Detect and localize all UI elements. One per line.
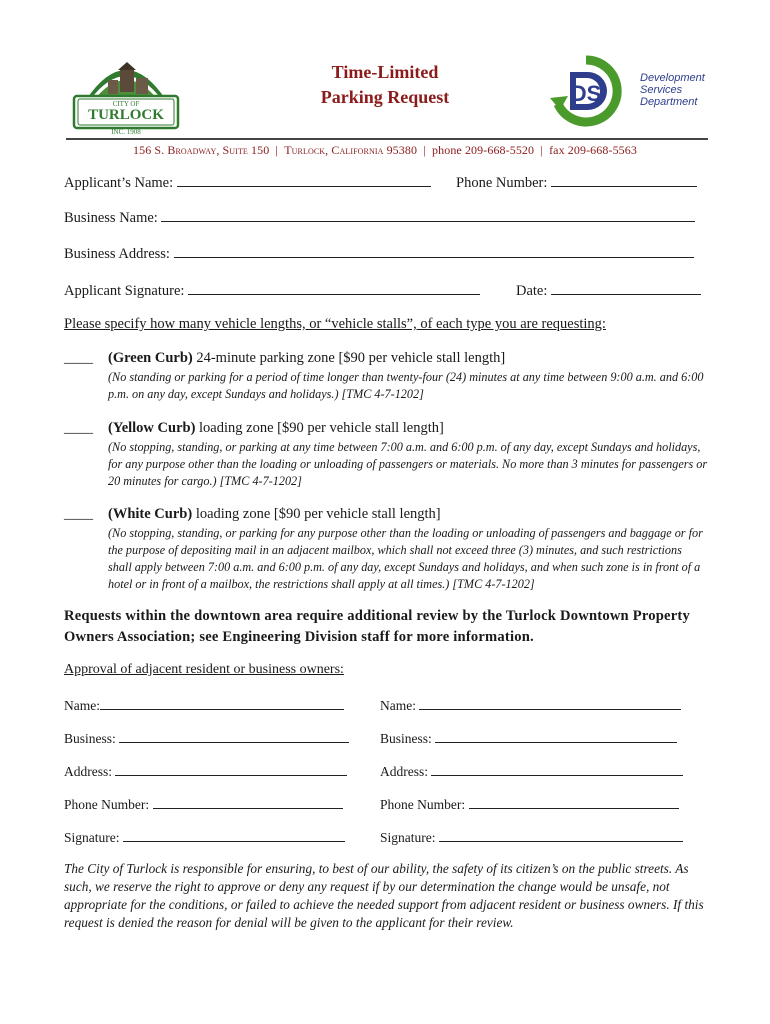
approver2-address-row	[380, 761, 683, 780]
document-title-line1: Time-Limited	[331, 62, 439, 82]
development-services-logo	[548, 54, 624, 128]
city-of-turlock-logo	[68, 48, 184, 136]
approver1-phone-row	[64, 794, 343, 813]
yellow-curb-name: (Yellow Curb)	[108, 420, 196, 436]
separator-2: |	[423, 143, 426, 157]
logo-city-of-text: CITY OF	[112, 100, 140, 108]
approver1-name-field[interactable]	[100, 695, 344, 710]
document-title-line2: Parking Request	[320, 87, 450, 107]
approval-heading: Approval of adjacent resident or business owners:	[64, 662, 344, 677]
applicant-name-row	[64, 172, 431, 192]
approver1-signature-row	[64, 827, 345, 846]
yellow-curb-desc-title: loading zone [$90 per vehicle stall length]	[195, 420, 444, 436]
approver1-phone-label: Phone Number:	[64, 797, 150, 812]
white-curb-description: (No stopping, standing, or parking for any purpose other than the loading or unloading of passengers and baggage or for the purpose of depositing mail in an adjacent mailbox, which shall not exceed three (3) minutes, and such restrictions shall apply between 7:00 a.m. and 6:00 p.m. of any day, except Sundays and holidays, and when such zone is in front of a hotel or in front of a mailbox, the restrictions shall apply at all times.) [TMC 4-7-1202]	[108, 526, 703, 591]
approver1-name-label: Name:	[64, 698, 100, 713]
business-name-label: Business Name:	[64, 210, 158, 226]
white-curb-title	[108, 506, 441, 523]
approver2-business-field[interactable]	[435, 728, 677, 743]
approver2-signature-field[interactable]	[439, 827, 683, 842]
white-curb-desc-title: loading zone [$90 per vehicle stall length]	[192, 506, 441, 522]
header-divider	[66, 138, 708, 140]
date-label: Date:	[516, 283, 548, 299]
phone-number-label: Phone Number:	[456, 175, 548, 191]
logo-inc-text: INC. 1908	[111, 128, 141, 136]
approver2-name-row	[380, 695, 681, 714]
approver2-phone-field[interactable]	[469, 794, 679, 809]
applicant-signature-row	[64, 280, 480, 300]
green-curb-title	[108, 350, 505, 367]
yellow-curb-description: (No stopping, standing, or parking at any time between 7:00 a.m. and 6:00 p.m. of any day, except Sundays and holidays, for any purpose other than the loading or unloading of passengers or materials. No more than 3 minutes for passengers or 20 minutes for cargo.) [TMC 4-7-1202]	[108, 440, 708, 488]
phone-number: phone 209-668-5520	[432, 143, 535, 157]
logo-turlock-text: TURLOCK	[88, 107, 164, 123]
business-name-field[interactable]	[161, 207, 695, 222]
approver1-address-row	[64, 761, 347, 780]
approver2-address-field[interactable]	[431, 761, 683, 776]
stall-instruction: Please specify how many vehicle lengths, or “vehicle stalls”, of each type you are requesting:	[64, 316, 606, 332]
approver1-signature-label: Signature:	[64, 830, 120, 845]
applicant-name-field[interactable]	[177, 172, 431, 187]
phone-number-field[interactable]	[551, 172, 697, 187]
approver1-business-label: Business:	[64, 731, 116, 746]
dsd-logo-letters: DS	[570, 81, 602, 106]
approver2-business-label: Business:	[380, 731, 432, 746]
business-name-row	[64, 207, 695, 227]
separator-1: |	[275, 143, 279, 157]
business-address-row	[64, 243, 694, 263]
approver1-signature-field[interactable]	[123, 827, 345, 842]
city-disclaimer: The City of Turlock is responsible for ensuring, to best of our ability, the safety of its citizen’s on the public streets. As such, we reserve the right to approve or deny any request if by our determination the change would be unsafe, not appropriate for the conditions, or failed to achieve the needed support from adjacent resident or business owners. If this request is denied the reason for denial will be given to the applicant for their review.	[64, 861, 704, 930]
green-curb-quantity-blank[interactable]: ____	[64, 350, 93, 366]
applicant-name-label: Applicant’s Name:	[64, 175, 174, 191]
applicant-signature-field[interactable]	[188, 280, 480, 295]
dsd-line2: Services	[640, 84, 683, 96]
green-curb-desc-title: 24-minute parking zone [$90 per vehicle stall length]	[192, 350, 506, 366]
approver2-phone-label: Phone Number:	[380, 797, 466, 812]
white-curb-quantity-blank[interactable]: ____	[64, 506, 93, 522]
approver2-name-field[interactable]	[419, 695, 681, 710]
date-field[interactable]	[551, 280, 701, 295]
business-address-label: Business Address:	[64, 246, 170, 262]
dsd-logo-wordmark	[640, 72, 705, 108]
address-bar	[0, 143, 770, 158]
fax-number: fax 209-668-5563	[549, 143, 637, 157]
approver2-business-row	[380, 728, 677, 747]
approver2-phone-row	[380, 794, 679, 813]
business-address-field[interactable]	[174, 243, 694, 258]
approver1-phone-field[interactable]	[153, 794, 343, 809]
white-curb-name: (White Curb)	[108, 506, 193, 522]
approver2-signature-row	[380, 827, 683, 846]
applicant-signature-label: Applicant Signature:	[64, 283, 185, 299]
approver2-name-label: Name:	[380, 698, 416, 713]
approver2-address-label: Address:	[380, 764, 428, 779]
date-row	[516, 280, 701, 300]
approver1-business-field[interactable]	[119, 728, 349, 743]
approver1-address-field[interactable]	[115, 761, 347, 776]
dsd-line3: Department	[640, 96, 698, 108]
city-state: Turlock, California 95380	[284, 143, 418, 157]
approver1-address-label: Address:	[64, 764, 112, 779]
dsd-line1: Development	[640, 72, 705, 84]
green-curb-description: (No standing or parking for a period of time longer than twenty-four (24) minutes at any time between 9:00 a.m. and 6:00 p.m. on any day, except Sundays and holidays.) [TMC 4-7-1202]	[108, 370, 704, 401]
approver1-business-row	[64, 728, 349, 747]
yellow-curb-title	[108, 420, 444, 437]
approver1-name-row	[64, 695, 344, 714]
street-address: 156 S. Broadway, Suite 150	[133, 143, 270, 157]
green-curb-name: (Green Curb)	[108, 350, 193, 366]
downtown-notice: Requests within the downtown area require additional review by the Turlock Downtown Property Owners Association; see Engineering Division staff for more information.	[64, 608, 690, 645]
separator-3: |	[540, 143, 543, 157]
approver2-signature-label: Signature:	[380, 830, 436, 845]
phone-number-row	[456, 172, 697, 192]
yellow-curb-quantity-blank[interactable]: ____	[64, 420, 93, 436]
